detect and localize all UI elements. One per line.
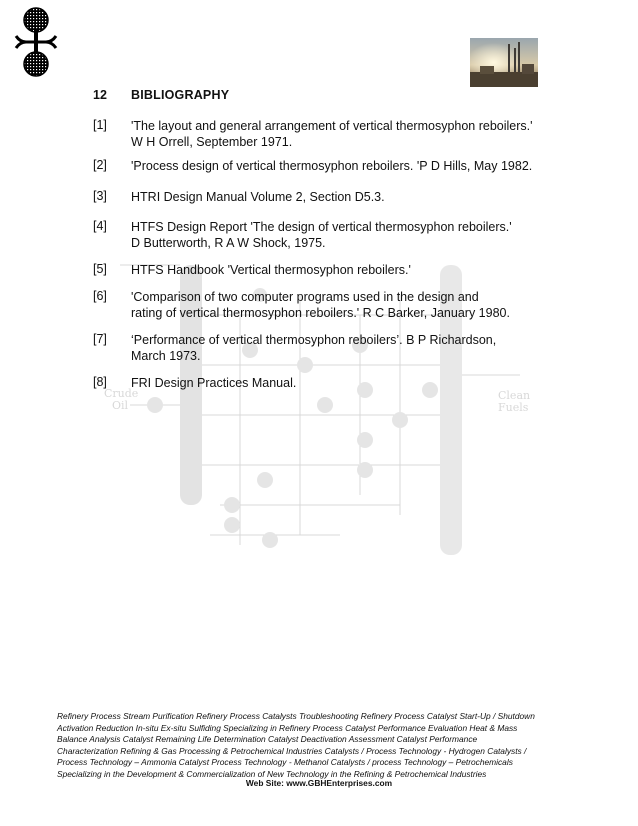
reference-line: W H Orrell, September 1971. [131, 135, 293, 149]
reference-text [131, 262, 551, 278]
reference-number: [6] [93, 289, 107, 303]
reference-line: rating of vertical thermosyphon reboilers.' R C Barker, January 1980. [131, 306, 510, 320]
footer-line: Characterization Refining & Gas Processing & Petrochemical Industries Catalysts / Process Technology - Hydrogen Catalysts / [57, 745, 527, 756]
footer-line: Balance Analysis Catalyst Remaining Life Determination Catalyst Deactivation Assessment Catalyst Performance [57, 734, 478, 744]
footer-line: Process Technology – Ammonia Catalyst Process Technology - Methanol Catalysts / process Technology – Petrochemicals [57, 757, 513, 767]
reference-line: HTFS Handbook 'Vertical thermosyphon reboilers.' [131, 263, 411, 277]
reference-number: [3] [93, 189, 107, 203]
company-logo [12, 6, 60, 80]
reference-line: 'Comparison of two computer programs used in the design and [131, 290, 479, 304]
reference-text [131, 189, 551, 205]
reference-line: 'The layout and general arrangement of vertical thermosyphon reboilers.' [131, 119, 533, 133]
reference-text [131, 219, 551, 251]
website-link[interactable]: Web Site: www.GBHEnterprises.com [245, 778, 393, 788]
reference-text [131, 375, 551, 391]
diagram-right-label-2: Fuels [498, 401, 529, 414]
reference-text [131, 332, 551, 364]
footer-line: Refinery Process Stream Purification Refinery Process Catalysts Troubleshooting Refinery Process Catalyst Start-Up / Shutdown [57, 711, 535, 721]
footer-line: Specializing in the Development & Commercialization of New Technology in the Refining & Petrochemical Industries [57, 768, 487, 779]
reference-line: 'Process design of vertical thermosyphon reboilers. 'P D Hills, May 1982. [131, 159, 533, 173]
refinery-photo [470, 38, 538, 87]
diagram-left-label: Crude [104, 387, 139, 400]
reference-text [131, 118, 551, 150]
reference-number: [7] [93, 332, 107, 346]
reference-line: March 1973. [131, 349, 201, 363]
reference-text [131, 289, 551, 321]
reference-number: [5] [93, 262, 107, 276]
section-number: 12 [93, 88, 107, 102]
reference-number: [1] [93, 118, 107, 132]
section-title: BIBLIOGRAPHY [131, 88, 230, 102]
reference-line: HTRI Design Manual Volume 2, Section D5.3. [131, 190, 385, 204]
reference-number: [2] [93, 158, 107, 172]
diagram-left-label-2: Oil [112, 399, 129, 412]
reference-number: [4] [93, 219, 107, 233]
reference-line: HTFS Design Report 'The design of vertical thermosyphon reboilers.' [131, 220, 512, 234]
footer-services-text [57, 711, 557, 780]
reference-line: ‘Performance of vertical thermosyphon reboilers’. B P Richardson, [131, 333, 497, 347]
footer-line: Activation Reduction In-situ Ex-situ Sulfiding Specializing in Refinery Process Catalyst Performance Evaluation Heat & Mass [57, 722, 518, 733]
reference-line: FRI Design Practices Manual. [131, 376, 297, 390]
reference-number: [8] [93, 375, 107, 389]
diagram-right-label: Clean [498, 389, 531, 402]
reference-text [131, 158, 551, 174]
reference-line: D Butterworth, R A W Shock, 1975. [131, 236, 326, 250]
